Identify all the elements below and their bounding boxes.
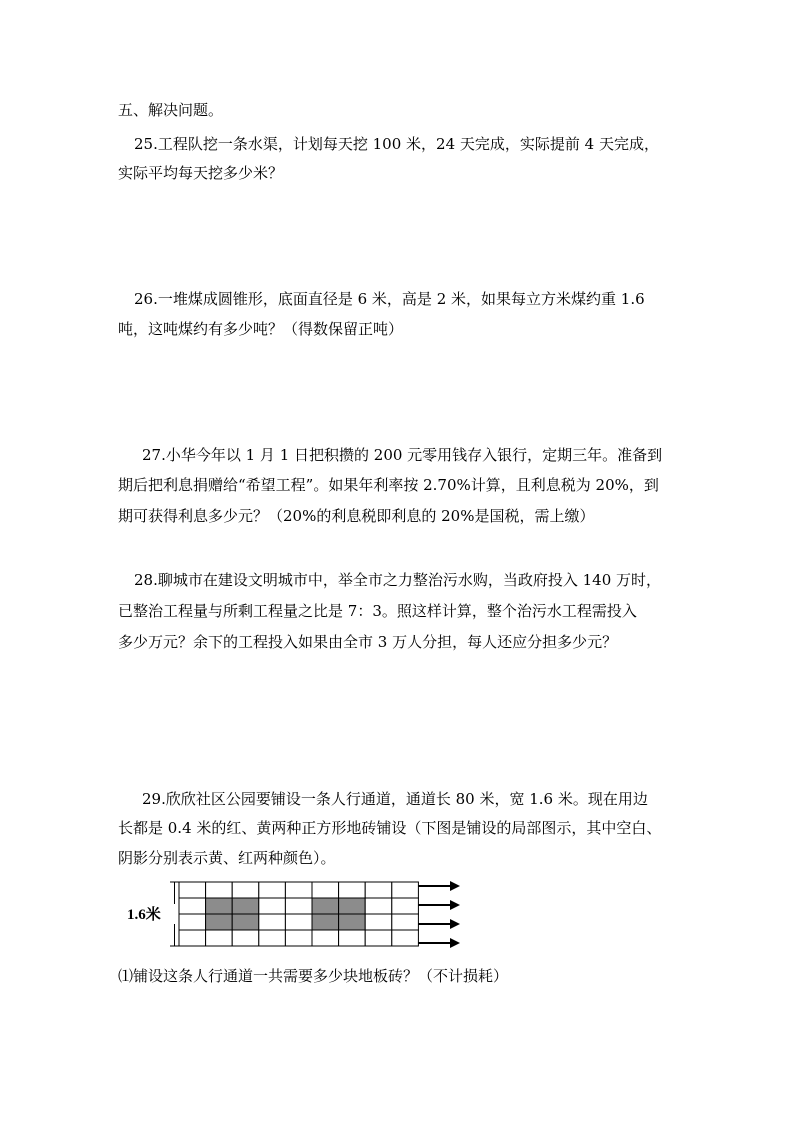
tile-yellow [179,914,206,930]
tile-yellow [206,882,233,898]
tile-yellow [259,882,286,898]
problem-28-line-2: 已整治工程量与所剩工程量之比是 7：3。照这样计算，整个治污水工程需投入 [118,602,637,620]
tile-yellow [339,930,366,946]
tile-yellow [179,882,206,898]
tile-yellow [285,882,312,898]
tile-yellow [259,914,286,930]
tile-layout-figure [118,874,478,954]
tile-yellow [285,914,312,930]
tile-yellow [285,930,312,946]
tile-red [206,914,233,930]
tile-yellow [259,930,286,946]
problem-27-line-3: 期可获得利息多少元？（20%的利息税即利息的 20%是国税，需上缴） [118,507,595,525]
tile-yellow [392,898,419,914]
tile-yellow [179,930,206,946]
tile-yellow [259,898,286,914]
problem-25-line-2: 实际平均每天挖多少米？ [118,164,284,182]
width-label: 1.6米 [127,907,161,923]
problem-27-line-1: 27.小华今年以 1 月 1 日把积攒的 200 元零用钱存入银行，定期三年。准备到 [142,446,663,464]
problem-26-line-1: 26.一堆煤成圆锥形，底面直径是 6 米，高是 2 米，如果每立方米煤约重 1.6 [134,290,645,308]
tile-red [339,898,366,914]
tile-yellow [392,914,419,930]
tile-yellow [339,882,366,898]
tile-grid [179,882,418,946]
tile-yellow [206,930,233,946]
tile-yellow [392,930,419,946]
tile-red [339,914,366,930]
tile-yellow [392,882,419,898]
arrow-right-icon [418,919,460,929]
problem-25-line-1: 25.工程队挖一条水渠，计划每天挖 100 米，24 天完成，实际提前 4 天完成， [134,135,659,153]
tile-yellow [285,898,312,914]
tile-red [312,898,339,914]
tile-yellow [365,898,392,914]
tile-yellow [365,914,392,930]
arrow-right-icon [418,938,460,948]
arrow-right-icon [418,881,460,891]
arrow-right-icon [418,900,460,910]
tile-yellow [232,930,259,946]
tile-yellow [232,882,259,898]
width-dimension [127,882,179,946]
tile-red [312,914,339,930]
tile-yellow [312,882,339,898]
tile-yellow [365,882,392,898]
tile-yellow [179,898,206,914]
tile-layout-svg [118,874,478,954]
problem-27-line-2: 期后把利息捐赠给“希望工程”。如果年利率按 2.70%计算，且利息税为 20%，到 [118,476,659,494]
section-title: 五、解决问题。 [118,101,224,119]
problem-29-line-2: 长都是 0.4 米的红、黄两种正方形地砖铺设（下图是铺设的局部图示，其中空白、 [118,819,662,837]
problem-29-line-1: 29.欣欣社区公园要铺设一条人行通道，通道长 80 米，宽 1.6 米。现在用边 [142,790,648,808]
direction-arrows [418,881,460,948]
tile-yellow [312,930,339,946]
tile-red [232,898,259,914]
problem-28-line-1: 28.聊城市在建设文明城市中，举全市之力整治污水购，当政府投入 140 万时， [134,571,662,589]
tile-red [232,914,259,930]
tile-red [206,898,233,914]
problem-26-line-2: 吨，这吨煤约有多少吨？（得数保留正吨） [118,320,404,338]
problem-28-line-3: 多少万元？余下的工程投入如果由全市 3 万人分担，每人还应分担多少元？ [118,633,618,651]
problem-29-sub-1: ⑴铺设这条人行通道一共需要多少块地板砖？（不计损耗） [118,967,509,985]
tile-yellow [365,930,392,946]
problem-29-line-3: 阴影分别表示黄、红两种颜色）。 [118,849,336,867]
